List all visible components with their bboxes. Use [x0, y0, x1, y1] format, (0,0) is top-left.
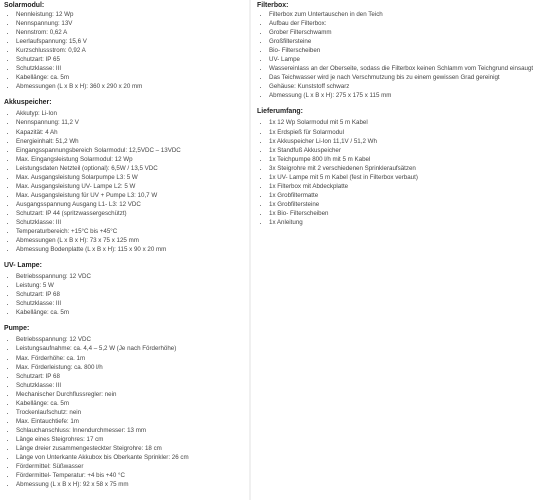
list-item: • Nennleistung: 12 Wp: [16, 10, 243, 19]
list-item: • Aufbau der Filterbox:: [269, 19, 496, 28]
list-item: • Betriebsspannung: 12 VDC: [16, 335, 243, 344]
list-item: • Leistungsaufnahme: ca. 4,4 – 5,2 W (Je nach Förderhöhe): [16, 344, 243, 353]
list-item: • Schutzklasse: III: [16, 218, 243, 227]
list-item: • Max. Förderhöhe: ca. 1m: [16, 354, 243, 363]
list-item: • Max. Ausgangsleistung UV- Lampe L2: 5 W: [16, 182, 243, 191]
list-item: • Trockenlaufschutz: nein: [16, 408, 243, 417]
spec-list: [4, 335, 243, 489]
left-column: [0, 0, 247, 500]
solarmodul-section: [0, 0, 247, 91]
list-item: • Nennspannung: 11,2 V: [16, 118, 243, 127]
list-item: • Länge eines Steigrohres: 17 cm: [16, 435, 243, 444]
list-item: • Abmessung (L x B x H): 92 x 58 x 75 mm: [16, 480, 243, 489]
right-column: [253, 0, 533, 500]
section-title: Filterbox:: [257, 2, 289, 9]
list-item: • Bio- Filterscheiben: [269, 46, 496, 55]
list-item: • 1x Akkuspeicher Li-Ion 11,1V / 51,2 Wh: [269, 137, 496, 146]
spec-list: [257, 118, 496, 227]
list-item: • Akkutyp: Li-Ion: [16, 109, 243, 118]
list-item: • Großfiltersteine: [269, 37, 496, 46]
list-item: • Leistung: 5 W: [16, 281, 243, 290]
list-item: • Kabellänge: ca. 5m: [16, 308, 243, 317]
list-item: • Kurzschlussstrom: 0,92 A: [16, 46, 243, 55]
list-item: • Abmessungen (L x B x H): 73 x 75 x 125 mm: [16, 236, 243, 245]
list-item: • Max. Eingangsleistung Solarmodul: 12 Wp: [16, 155, 243, 164]
list-item: • Schutzklasse: III: [16, 299, 243, 308]
list-item: • Länge von Unterkante Akkubox bis Oberkante Sprinkler: 26 cm: [16, 453, 243, 462]
pumpe-section: [0, 324, 247, 489]
list-item: • Schutzklasse: III: [16, 381, 243, 390]
section-title: Pumpe:: [4, 325, 30, 333]
list-item: • Gehäuse: Kunststoff schwarz: [269, 82, 496, 91]
list-item: • Mechanischer Durchflussregler: nein: [16, 390, 243, 399]
section-title: Lieferumfang:: [257, 108, 303, 116]
list-item: • Leerlaufspannung: 15,6 V: [16, 37, 243, 46]
list-item: • 1x Teichpumpe 800 l/h mit 5 m Kabel: [269, 155, 496, 164]
list-item: • Schutzart: IP 68: [16, 290, 243, 299]
list-item: • 1x UV- Lampe mit 5 m Kabel (fest in Filterbox verbaut): [269, 173, 496, 182]
spec-list: [257, 10, 533, 100]
list-item: • UV- Lampe: [269, 55, 496, 64]
akkuspeicher-section: [0, 98, 247, 254]
section-title: UV- Lampe:: [4, 262, 42, 270]
list-item: • Abmessung Bodenplatte (L x B x H): 115 x 90 x 20 mm: [16, 245, 243, 254]
uv-lampe-section: [0, 261, 247, 317]
list-item: • Schutzart: IP 44 (spritzwassergeschützt): [16, 209, 243, 218]
list-item: • Schutzklasse: III: [16, 64, 243, 73]
list-item: • Kabellänge: ca. 5m: [16, 73, 243, 82]
list-item: • Kapazität: 4 Ah: [16, 128, 243, 137]
list-item: • 1x Erdspieß für Solarmodul: [269, 128, 496, 137]
list-item: • Schutzart: IP 68: [16, 372, 243, 381]
list-item: • Betriebsspannung: 12 VDC: [16, 272, 243, 281]
section-title: Akkuspeicher:: [4, 99, 52, 107]
column-divider: [249, 0, 251, 500]
list-item: • Länge dreier zusammengesteckter Steigrohre: 18 cm: [16, 444, 243, 453]
list-item: • Abmessung (L x B x H): 275 x 175 x 115 mm: [269, 91, 496, 100]
list-item: • Eingangsspannungsbereich Solarmodul: 12,5VDC – 13VDC: [16, 146, 243, 155]
lieferumfang-section: [253, 107, 500, 227]
list-item: • Filterbox zum Untertauschen in den Teich: [269, 10, 496, 19]
list-item: • Max. Ausgangsleistung Solarpumpe L3: 5 W: [16, 173, 243, 182]
list-item: • 1x Standfuß Akkuspeicher: [269, 146, 496, 155]
list-item: • 1x Anleitung: [269, 218, 496, 227]
list-item: • Das Teichwasser wird je nach Verschmutzung bis zu einem gewissen Grad gereinigt: [269, 73, 496, 82]
spec-list: [4, 109, 243, 254]
list-item: • 1x 12 Wp Solarmodul mit 5 m Kabel: [269, 118, 496, 127]
list-item: • Schutzart: IP 65: [16, 55, 243, 64]
list-item: • Temperaturbereich: +15°C bis +45°C: [16, 227, 243, 236]
list-item: • 1x Filterbox mit Abdeckplatte: [269, 182, 496, 191]
list-item: • Abmessungen (L x B x H): 360 x 290 x 20 mm: [16, 82, 243, 91]
section-title: Solarmodul:: [4, 2, 45, 9]
list-item: • Energieinhalt: 51,2 Wh: [16, 137, 243, 146]
list-item: • 1x Grobfiltersteine: [269, 200, 496, 209]
spec-list: [4, 272, 243, 317]
list-item: • Schlauchanschluss: Innendurchmesser: 13 mm: [16, 426, 243, 435]
list-item: • Fördermittel: Süßwasser: [16, 462, 243, 471]
list-item: • Wassereinlass an der Oberseite, sodass die Filterbox keinen Schlamm vom Teichgrund einsaugt: [269, 64, 496, 73]
list-item: • Nennstrom: 0,62 A: [16, 28, 243, 37]
list-item: • Max. Förderleistung: ca. 800 l/h: [16, 363, 243, 372]
list-item: • Grober Filterschwamm: [269, 28, 496, 37]
list-item: • 1x Bio- Filterscheiben: [269, 209, 496, 218]
list-item: • 1x Grobfiltermatte: [269, 191, 496, 200]
filterbox-section: [253, 0, 533, 100]
list-item: • Fördermittel- Temperatur: +4 bis +40 °C: [16, 471, 243, 480]
list-item: • Ausgangsspannung Ausgang L1- L3: 12 VDC: [16, 200, 243, 209]
list-item: • Kabellänge: ca. 5m: [16, 399, 243, 408]
list-item: • Nennspannung: 13V: [16, 19, 243, 28]
list-item: • 3x Steigrohre mit 2 verschiedenen Sprinkleraufsätzen: [269, 164, 496, 173]
list-item: • Max. Ausgangsleistung für UV + Pumpe L3: 10,7 W: [16, 191, 243, 200]
list-item: • Max. Eintauchtiefe: 1m: [16, 417, 243, 426]
list-item: • Leistungsdaten Netzteil (optional): 6,5W / 13,5 VDC: [16, 164, 243, 173]
spec-list: [4, 10, 243, 91]
